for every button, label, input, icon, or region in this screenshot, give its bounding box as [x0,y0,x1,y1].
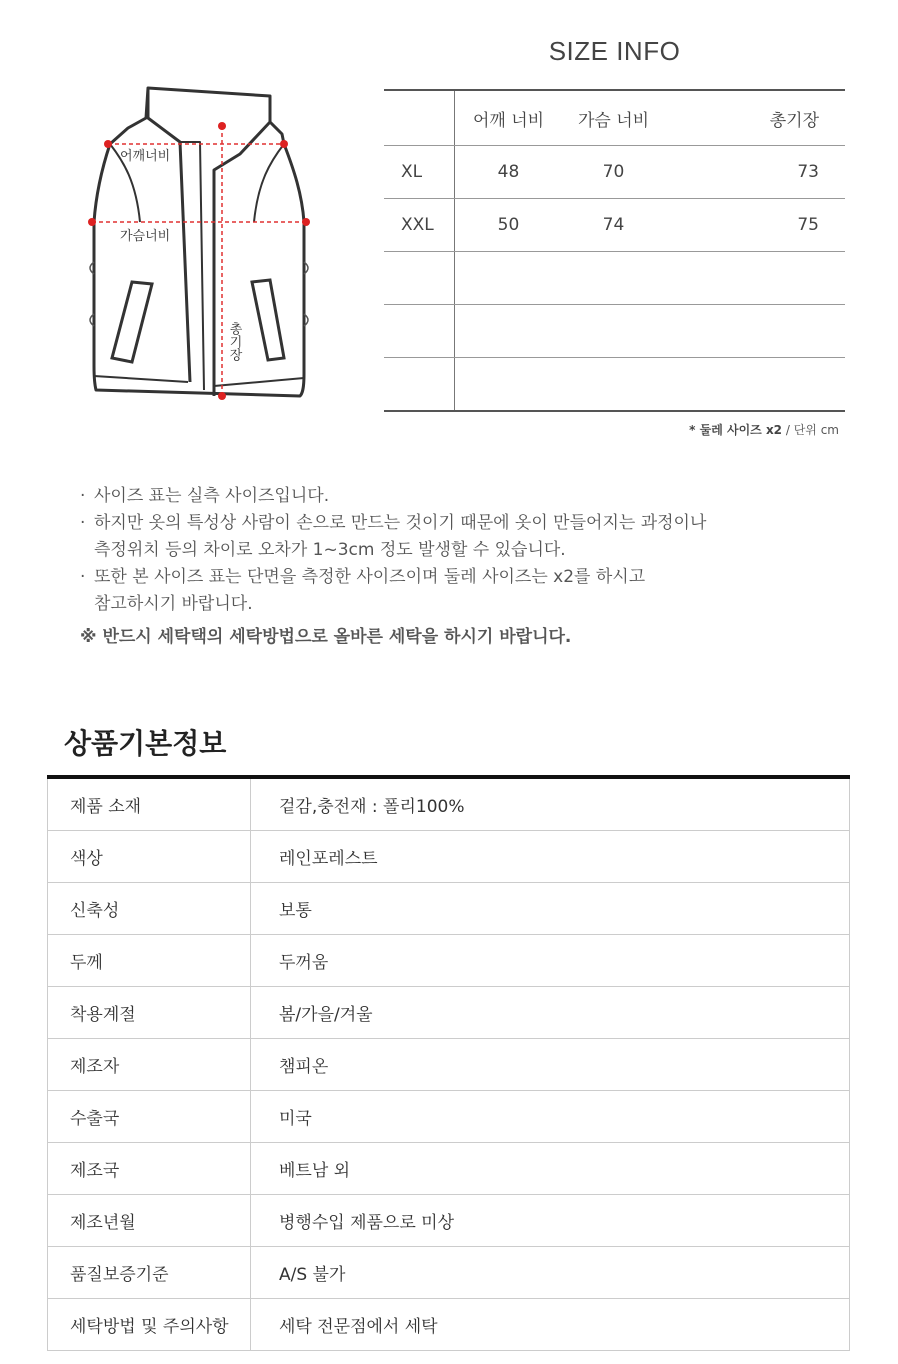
note-bullet: · [80,486,86,506]
info-row [48,1091,850,1143]
note-line [80,591,840,618]
note-text: 사이즈 표는 실측 사이즈입니다. [94,486,330,506]
info-value: 겉감,충전재 : 폴리100% [251,777,850,831]
note-line [80,564,840,591]
size-cell: 48 [454,146,563,199]
size-cell: 73 [665,146,846,199]
info-value: A/S 불가 [251,1247,850,1299]
product-info-title: 상품기본정보 [64,727,227,760]
info-label: 제조자 [48,1039,251,1091]
info-row [48,987,850,1039]
note-line [80,537,840,564]
info-row [48,1195,850,1247]
info-label: 세탁방법 및 주의사항 [48,1299,251,1351]
note-line [80,483,840,510]
note-bullet: · [80,513,86,533]
info-label: 품질보증기준 [48,1247,251,1299]
info-row [48,935,850,987]
info-label: 두께 [48,935,251,987]
size-note-rest: / 단위 cm [782,423,839,437]
note-text: 하지만 옷의 특성상 사람이 손으로 만드는 것이기 때문에 옷이 만들어지는 과정이나 [94,513,707,533]
size-header-cell: 가슴 너비 [563,90,665,146]
note-line [80,510,840,537]
shoulder-label: 어깨너비 [120,149,171,164]
size-header-cell [384,90,454,146]
size-cell: XXL [384,199,454,252]
size-cell [563,305,665,358]
length-label: 총기장 [226,322,242,361]
vest-diagram [80,82,320,402]
info-value: 병행수입 제품으로 미상 [251,1195,850,1247]
size-cell [384,252,454,305]
size-table-row [384,305,845,358]
size-cell: 50 [454,199,563,252]
info-row [48,1143,850,1195]
info-value: 챔피온 [251,1039,850,1091]
size-cell [454,305,563,358]
info-row [48,777,850,831]
size-cell [454,252,563,305]
chest-label: 가슴너비 [120,229,171,244]
info-label: 제조년월 [48,1195,251,1247]
size-cell: 70 [563,146,665,199]
info-label: 신축성 [48,883,251,935]
size-notes [80,483,840,618]
info-value: 봄/가을/겨울 [251,987,850,1039]
info-row [48,883,850,935]
size-cell [384,358,454,412]
info-label: 색상 [48,831,251,883]
info-value: 보통 [251,883,850,935]
info-label: 제조국 [48,1143,251,1195]
size-cell [563,358,665,412]
info-value: 세탁 전문점에서 세탁 [251,1299,850,1351]
size-cell [454,358,563,412]
washing-warning: ※ 반드시 세탁택의 세탁방법으로 올바른 세탁을 하시기 바랍니다. [80,627,572,647]
size-table-header [384,90,845,146]
size-table [384,89,845,412]
note-text: 또한 본 사이즈 표는 단면을 측정한 사이즈이며 둘레 사이즈는 x2를 하시고 [94,567,646,587]
info-row [48,1247,850,1299]
size-header-cell: 어깨 너비 [454,90,563,146]
size-table-row [384,252,845,305]
size-table-row [384,358,845,412]
info-label: 착용계절 [48,987,251,1039]
info-label: 수출국 [48,1091,251,1143]
vest-pockets [112,280,284,362]
size-table-row [384,146,845,199]
product-info-table [47,775,850,1351]
info-row [48,1039,850,1091]
info-row [48,831,850,883]
size-cell: 75 [665,199,846,252]
size-table-row [384,199,845,252]
info-value: 레인포레스트 [251,831,850,883]
info-label: 제품 소재 [48,777,251,831]
size-cell [665,358,846,412]
size-header-cell: 총기장 [665,90,846,146]
size-info-title: SIZE INFO [548,36,681,66]
size-cell [665,305,846,358]
info-row [48,1299,850,1351]
info-value: 미국 [251,1091,850,1143]
note-bullet: · [80,567,86,587]
info-value: 두꺼움 [251,935,850,987]
size-note-bold: * 둘레 사이즈 x2 [689,423,783,437]
note-text: 측정위치 등의 차이로 오차가 1~3cm 정도 발생할 수 있습니다. [94,540,566,560]
size-cell: XL [384,146,454,199]
info-value: 베트남 외 [251,1143,850,1195]
size-cell [665,252,846,305]
size-cell: 74 [563,199,665,252]
note-text: 참고하시기 바랍니다. [94,594,253,614]
size-cell [384,305,454,358]
size-cell [563,252,665,305]
size-unit-note [384,421,839,438]
